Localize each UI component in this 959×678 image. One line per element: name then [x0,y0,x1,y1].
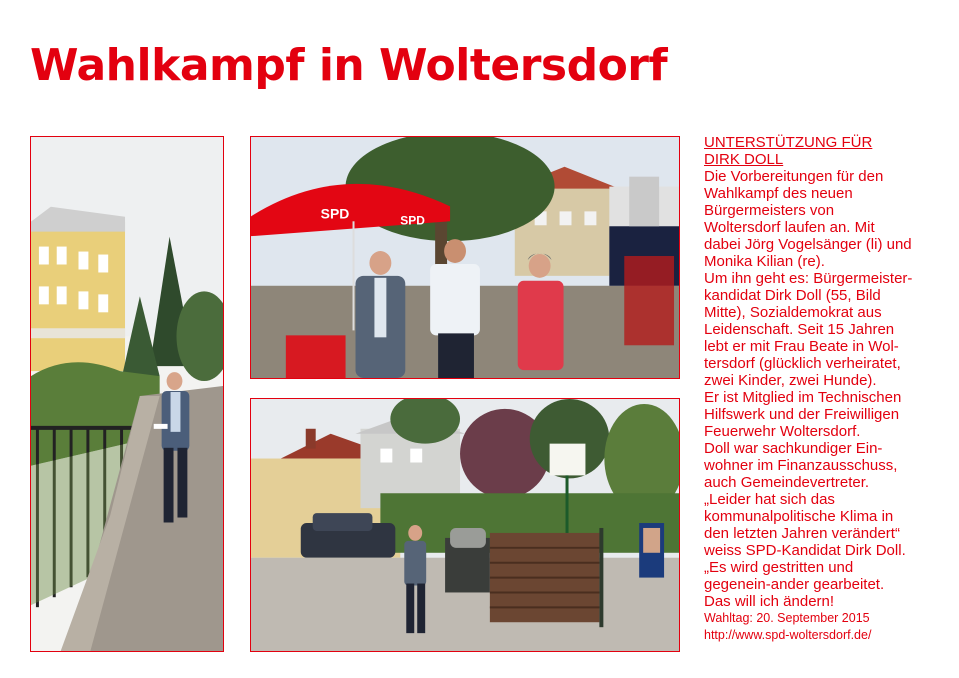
article-body: Die Vorbereitungen für den Wahlkampf des neuen Bürgermeisters von Woltersdorf laufen an. Mit dabei Jörg Vogelsänger (li) und Monika Kilian (re). Um ihn geht es: Bürgermeister- kandidat Dirk Doll (55, Bild Mitte), Sozialdemokrat aus Leidenschaft. Seit 15 Jahren lebt er mit Frau Beate in Wol- tersdorf (glücklich verheiratet, zwei Kinder, zwei Hunde). Er ist Mitglied im Technischen Hilfswerk und der Freiwilligen Feuerwehr Woltersdorf. Doll war sachkundiger Ein- wohner im Finanzausschuss, auch Gemeindevertreter. „Leider hat sich das kommunalpolitische Klima in den letzten Jahren verändert“ weiss SPD-Kandidat Dirk Doll. „Es wird gestritten und gegenein-ander gearbeitet. Das will ich ändern! [704,168,913,610]
photo-candidate-mailbox [250,398,680,652]
article-text [704,134,949,644]
photo-candidate-walking [30,136,224,652]
page-title: Wahlkampf in Woltersdorf [30,40,668,91]
photo-campaign-stand [250,136,680,379]
website-link[interactable]: http://www.spd-woltersdorf.de/ [704,628,872,642]
article-heading: UNTERSTÜTZUNG FÜR DIRK DOLL [704,134,873,168]
umbrella-logo-right: SPD [400,213,425,228]
umbrella-logo-left: SPD [320,205,350,222]
election-day: Wahltag: 20. September 2015 [704,611,870,625]
